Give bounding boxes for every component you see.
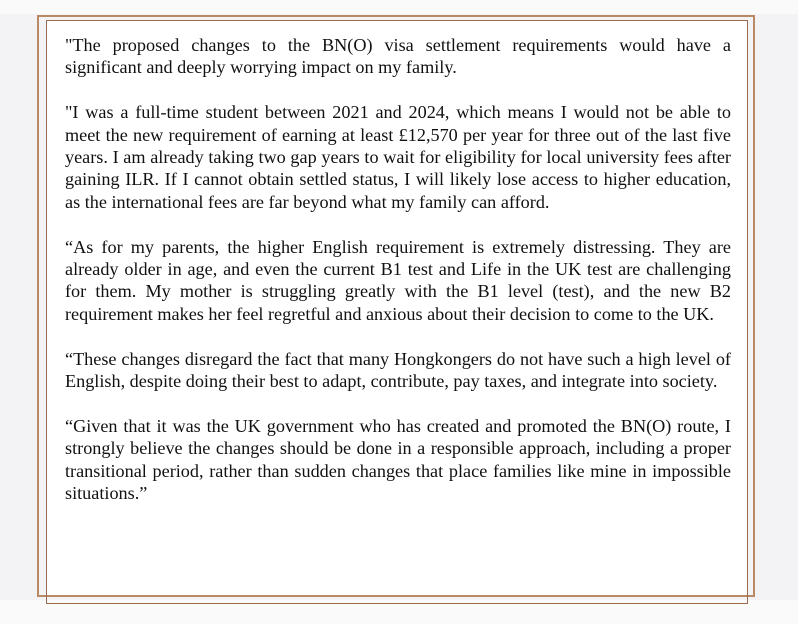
quote-paragraph-4: “These changes disregard the fact that many Hongkongers do not have such a high level of English, despite doing their best to adapt, contribute, pay taxes, and integrate into society. [65, 348, 731, 392]
quote-paragraph-5: “Given that it was the UK government who has created and promoted the BN(O) route, I strongly believe the changes should be done in a responsible approach, including a proper transitional period, rather than sudden changes that place families like mine in impossible situations.” [65, 415, 731, 504]
quote-paragraph-1: "The proposed changes to the BN(O) visa settlement requirements would have a significant and deeply worrying impact on my family. [65, 35, 731, 78]
background-band-top [0, 0, 798, 14]
quote-paragraph-2: "I was a full-time student between 2021 and 2024, which means I would not be able to meet the new requirement of earning at least £12,570 per year for three out of the last five years. I am already taking two gap years to wait for eligibility for local university fees after gaining ILR. If I cannot obtain settled status, I will likely lose access to higher education, as the international fees are far beyond what my family can afford. [65, 102, 731, 212]
quote-text [65, 34, 731, 527]
quote-paragraph-3: “As for my parents, the higher English requirement is extremely distressing. They are already older in age, and even the current B1 test and Life in the UK test are challenging for them. My mother is struggling greatly with the B1 level (test), and the new B2 requirement makes her feel regretful and anxious about their decision to come to the UK. [65, 236, 731, 324]
